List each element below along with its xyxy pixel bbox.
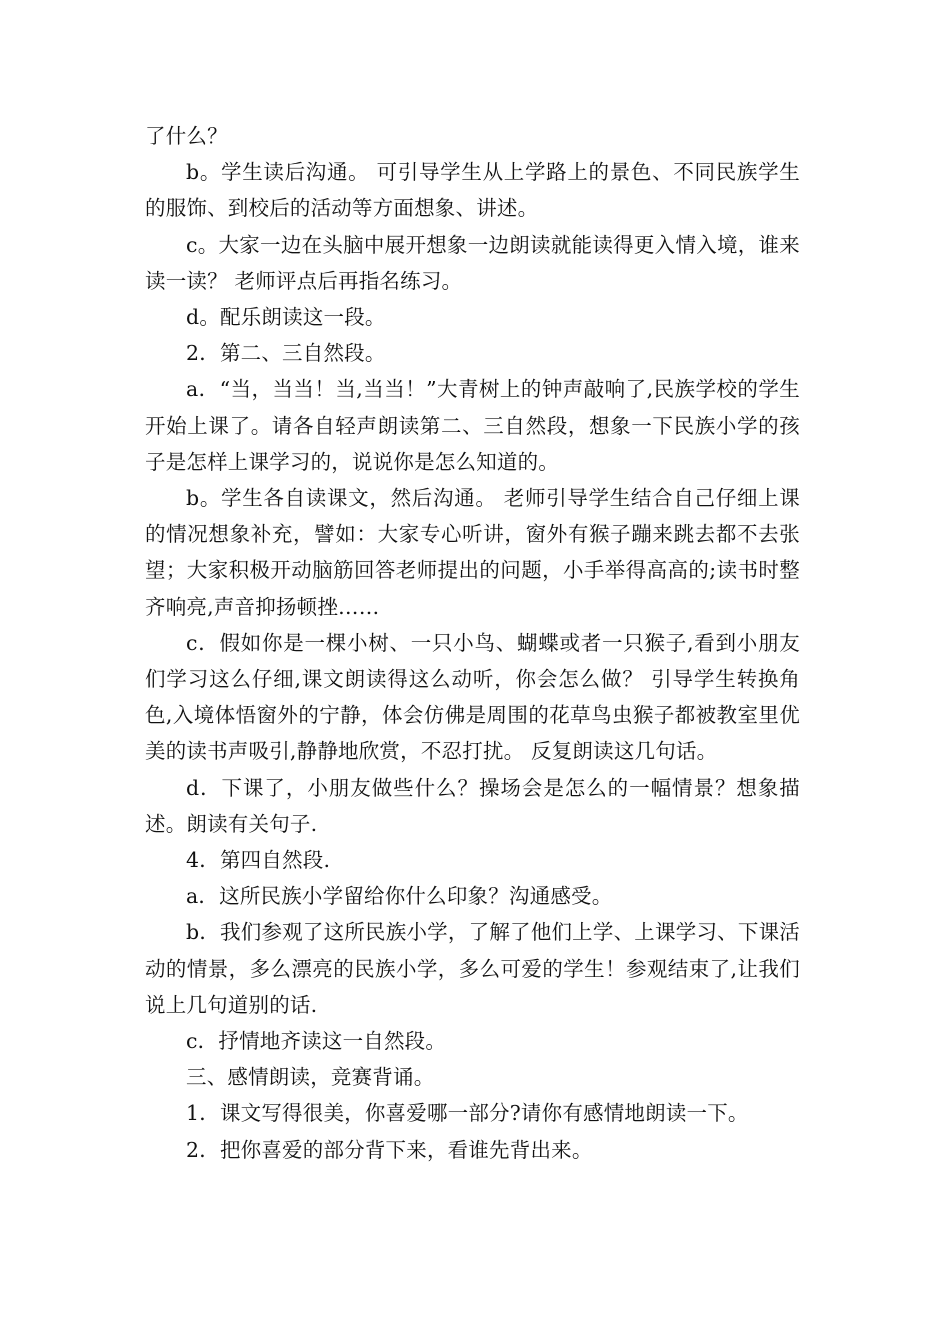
section-2-heading: 2．第二、三自然段。: [186, 341, 386, 366]
paragraph-a-bell: a．“当，当当！当,当当！”大青树上的钟声敲响了,民族学校的学生开始上课了。请各自轻声朗读第二、三自然段，想象一下民族小学的孩子是怎样上课学习的，说说你是怎么知道的。: [145, 377, 800, 474]
paragraph-d-music-read: d。配乐朗读这一段。: [186, 305, 386, 330]
paragraph-d-after-class: d．下课了，小朋友做些什么？操场会是怎么的一幅情景？想象描述。朗读有关句子.: [145, 775, 800, 836]
section-three-heading: 三、感情朗读，竞赛背诵。: [186, 1065, 435, 1090]
paragraph-b-farewell: b．我们参观了这所民族小学，了解了他们上学、上课学习、下课活动的情景，多么漂亮的民族小学，多么可爱的学生！参观结束了,让我们说上几句道别的话.: [145, 920, 800, 1017]
paragraph-2-recite: 2．把你喜爱的部分背下来，看谁先背出来。: [186, 1137, 593, 1162]
paragraph-c-role-play: c．假如你是一棵小树、一只小鸟、蝴蝶或者一只猴子,看到小朋友们学习这么仔细,课文朗读得这么动听，你会怎么做？ 引导学生转换角色,入境体悟窗外的宁静，体会仿佛是周围的花草鸟虫猴子都被教室里优美的读书声吸引,静静地欣赏，不忍打扰。 反复朗读这几句话。: [145, 630, 800, 764]
paragraph-a-impression: a．这所民族小学留给你什么印象？沟通感受。: [186, 884, 613, 909]
paragraph-b-self-read: b。学生各自读课文，然后沟通。 老师引导学生结合自己仔细上课的情况想象补充，譬如：大家专心听讲，窗外有猴子蹦来跳去都不去张望；大家积极开动脑筋回答老师提出的问题，小手举得高高的;读书时整齐响亮,声音抑扬顿挫……: [145, 486, 800, 619]
paragraph-1-favorite-part: 1．课文写得很美，你喜爱哪一部分?请你有感情地朗读一下。: [186, 1101, 749, 1126]
paragraph-c-imagine-read: c。大家一边在头脑中展开想象一边朗读就能读得更入情入境，谁来读一读？ 老师评点后再指名练习。: [145, 232, 800, 293]
section-4-heading: 4．第四自然段.: [186, 848, 331, 873]
body-text: [145, 118, 800, 1168]
paragraph-c-group-read: c．抒情地齐读这一自然段。: [186, 1029, 447, 1054]
paragraph-continuation: 了什么？: [145, 124, 228, 148]
paragraph-b-discussion: b。学生读后沟通。 可引导学生从上学路上的景色、不同民族学生的服饰、到校后的活动等方面想象、讲述。: [145, 160, 800, 221]
